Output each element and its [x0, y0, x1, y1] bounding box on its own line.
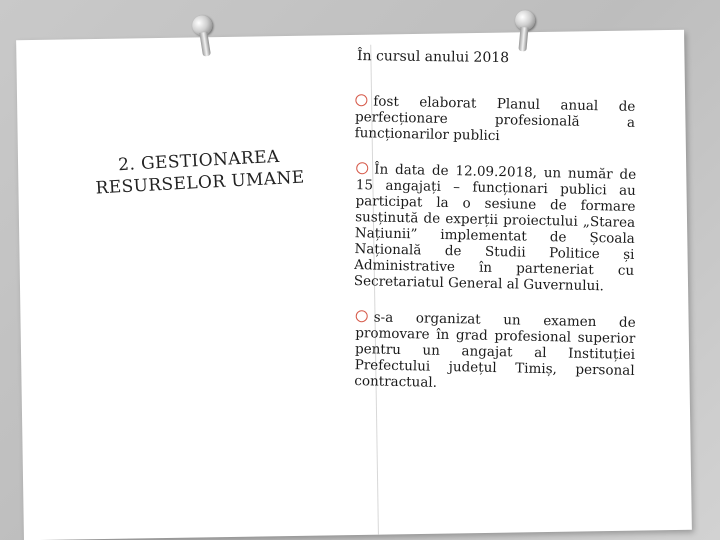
pushpin-icon [509, 9, 539, 55]
bullet-text: fost elaborat Planul anual de perfecționare profesională a funcționarilor publici [354, 93, 636, 145]
section-title-line: RESURSELOR UMANE [95, 167, 306, 199]
bullet-item [354, 309, 636, 395]
bullet-item [354, 161, 637, 295]
pushpin-icon [188, 14, 220, 61]
bullet-item [355, 93, 636, 147]
circle-bullet-icon [355, 94, 367, 106]
circle-bullet-icon [356, 162, 368, 174]
section-title-line: 2. GESTIONAREA [117, 146, 281, 176]
content-heading: În cursul anului 2018 [356, 48, 510, 67]
bullet-text: s-a organizat un examen de promovare în grad profesional superior pentru un angajat al Instituției Prefectului județul Timiș, personal contractual. [354, 309, 636, 391]
bullet-text: În data de 12.09.2018, un număr de 15 angajați – funcționari publici au participat la o sesiune de formare susținută de experții proiectului „Starea Națiunii” implementat de Școala Națională de Studii Politice și Administrative în parteneriat cu Secretariatul General al Guvernului. [353, 161, 637, 295]
content-column [355, 50, 635, 412]
circle-bullet-icon [356, 310, 368, 322]
